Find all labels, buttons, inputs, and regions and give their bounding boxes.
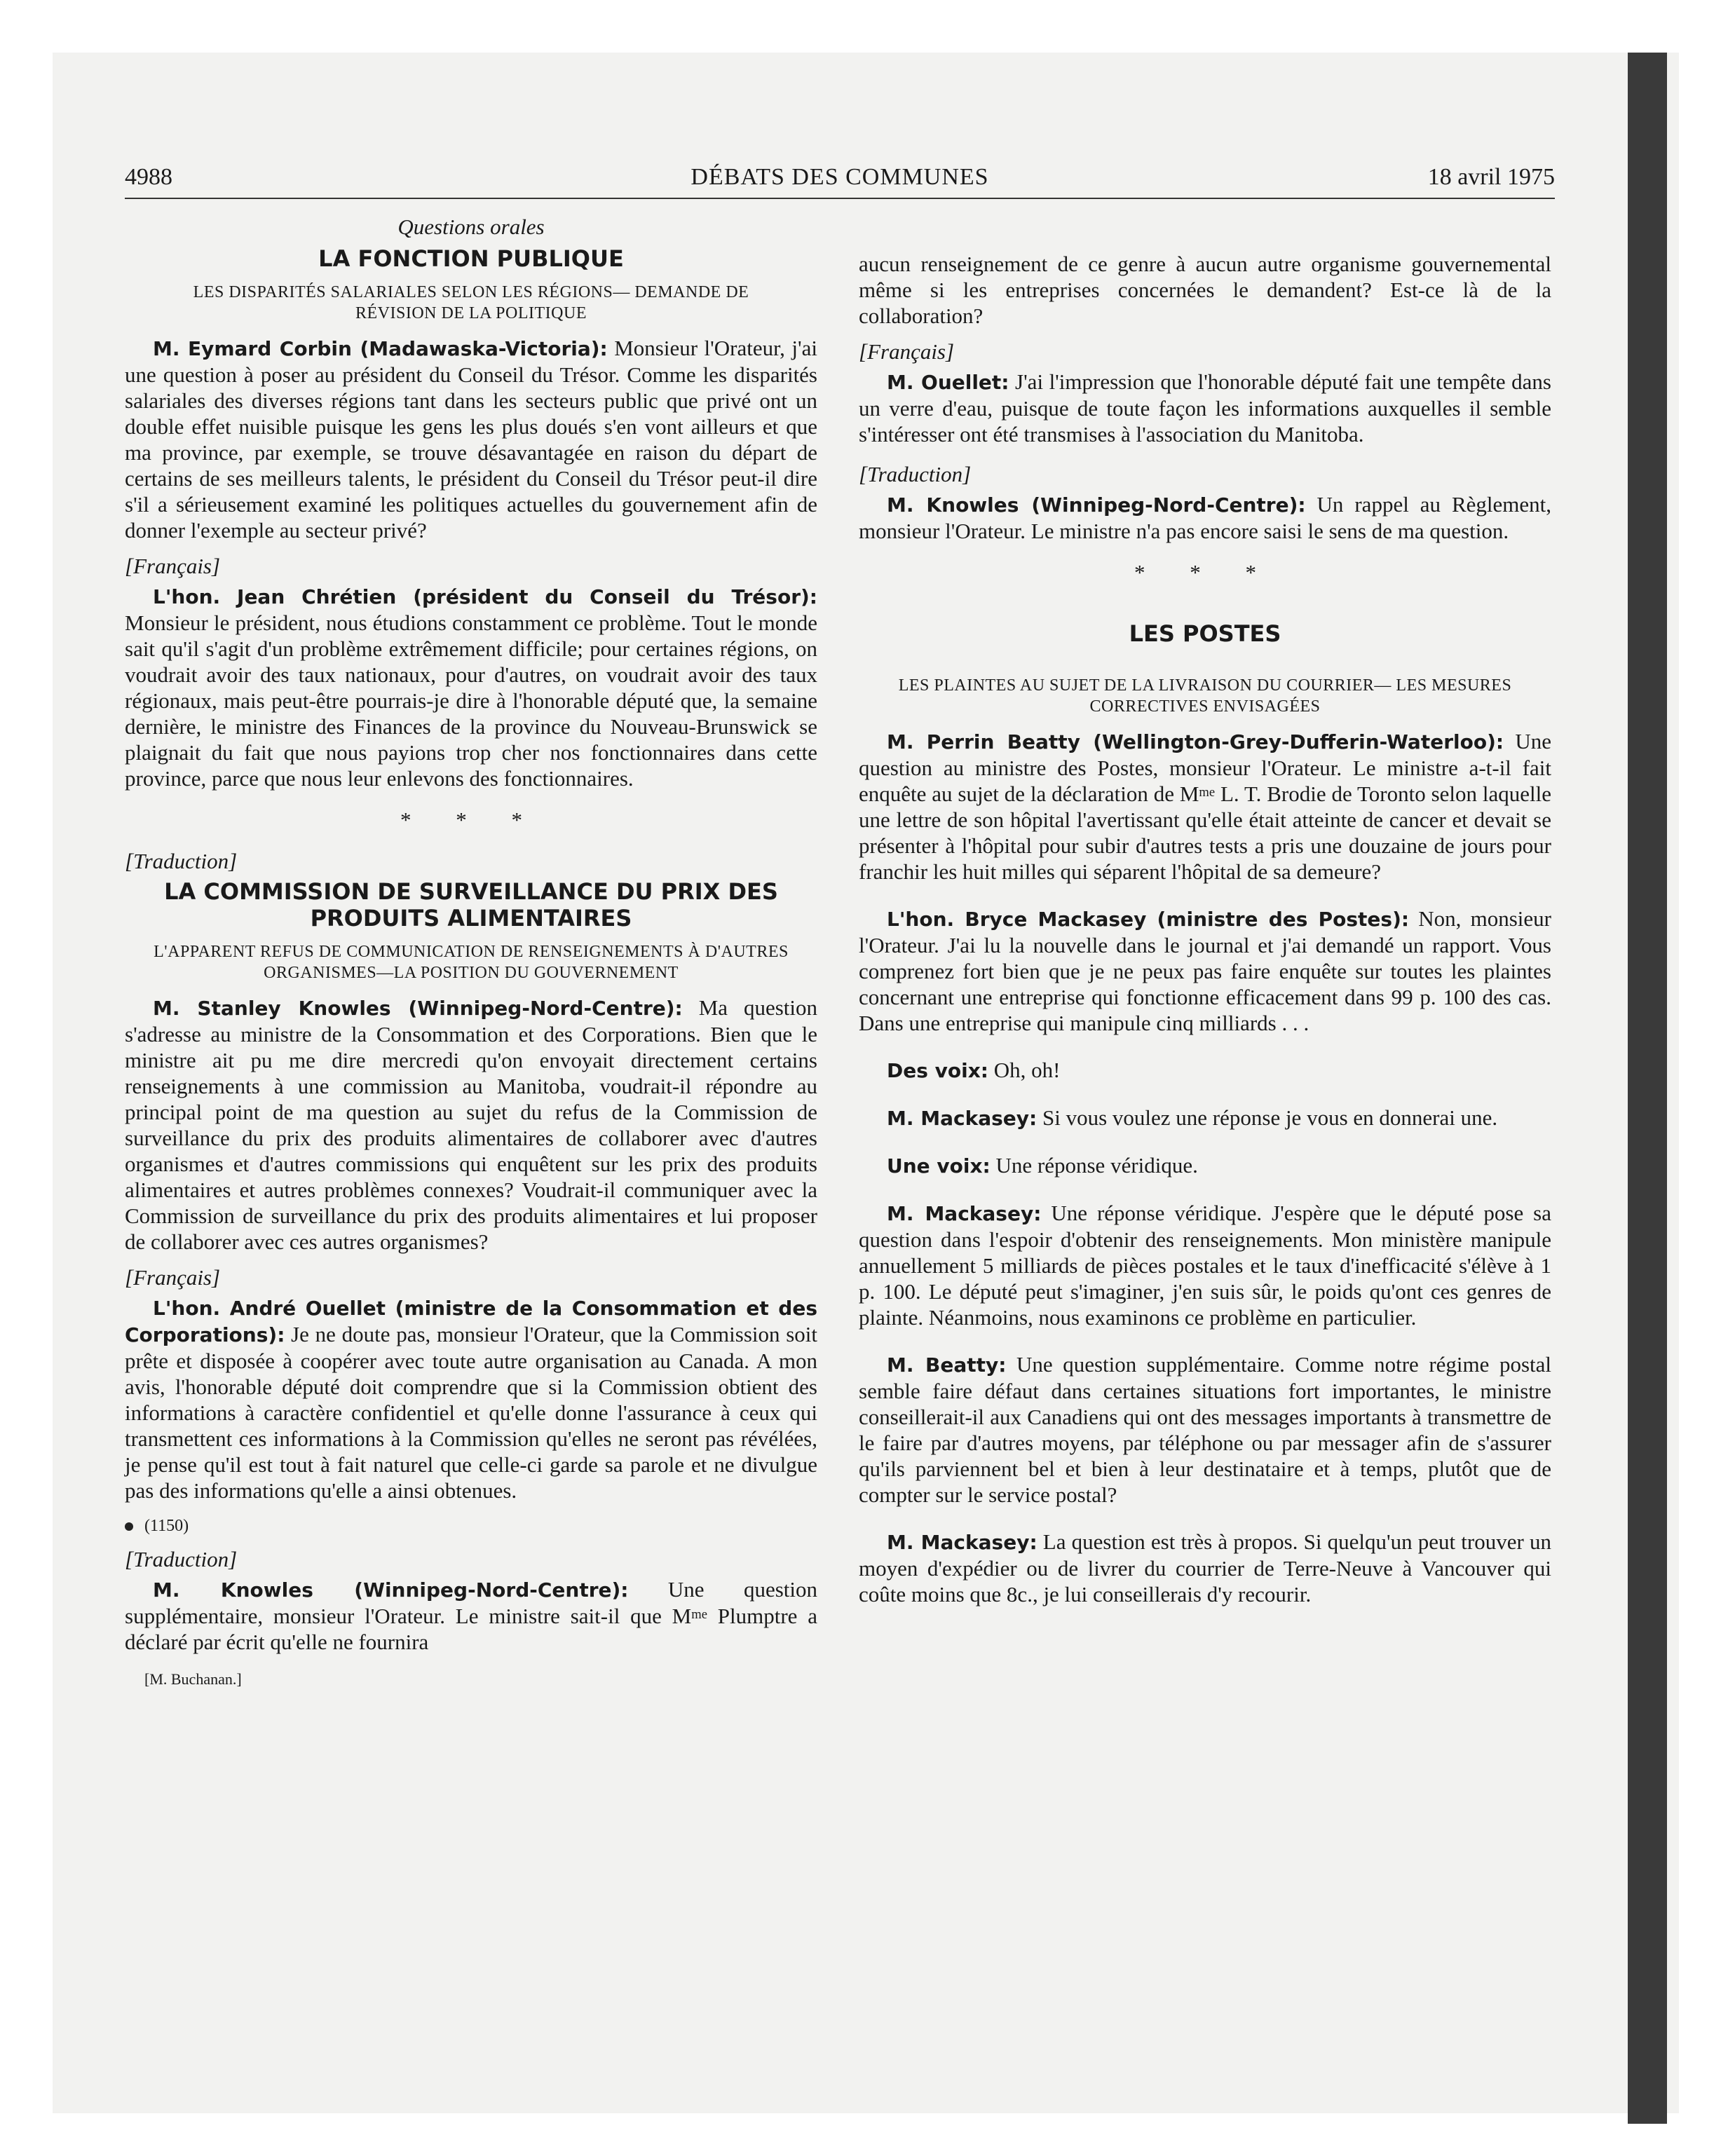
speaker-name: M. Knowles (Winnipeg-Nord-Centre): [887, 493, 1306, 517]
page-title: DÉBATS DES COMMUNES [690, 164, 989, 190]
language-marker: [Français] [125, 1265, 221, 1290]
speaker-name: M. Eymard Corbin (Madawaska-Victoria): [153, 337, 608, 360]
speech-text: Un rappel au Règlement, monsieur l'Orateur. Le ministre n'a pas encore saisi le sens de ma question. [859, 492, 1551, 543]
page-number: 4988 [125, 164, 172, 190]
speech-paragraph [859, 1152, 1551, 1179]
speaker-name: M. Stanley Knowles (Winnipeg-Nord-Centre): [153, 997, 683, 1020]
speech-text: Plumptre a déclaré par écrit qu'elle ne fournira [125, 1604, 817, 1654]
time-marker [125, 1513, 817, 1539]
speech-paragraph [859, 1057, 1551, 1084]
section-separator: * * * [1134, 560, 1276, 585]
speaker-name: M. Perrin Beatty (Wellington-Grey-Dufferin-Waterloo): [887, 730, 1504, 753]
section-heading: LA FONCTION PUBLIQUE [318, 245, 624, 272]
right-column [859, 251, 1551, 1607]
speech-paragraph [125, 583, 817, 791]
section-heading: LES POSTES [1129, 620, 1281, 647]
language-marker: [Français] [125, 554, 221, 578]
speaker-name: M. Mackasey: [887, 1202, 1042, 1225]
section-subheading: L'APPARENT REFUS DE COMMUNICATION DE RENSEIGNEMENTS À D'AUTRES ORGANISMES—LA POSITION DU GOUVERNEMENT [154, 943, 789, 982]
speech-text: Monsieur l'Orateur, j'ai une question à poser au président du Conseil du Trésor. Comme les disparités salariales des diverses régions tant dans les secteurs public que privé ont un double effet nuisible puisque les gens les plus doués s'en vont ailleurs et que ma province, par exemple, se trouve désavantagée en raison du départ de certains de ses meilleurs talents, le président du Conseil du Trésor peut-il dire s'il a sérieusement examiné les politiques actuelles du gouvernement afin de donner l'exemple au secteur privé? [125, 336, 817, 543]
speech-paragraph [859, 728, 1551, 885]
speaker-name: M. Ouellet: [887, 371, 1009, 394]
speech-paragraph [859, 1529, 1551, 1607]
language-marker: [Traduction] [125, 849, 238, 873]
footnote: [M. Buchanan.] [144, 1670, 242, 1688]
speaker-name: Une voix: [887, 1154, 991, 1178]
section-heading: LA COMMISSION DE SURVEILLANCE DU PRIX DES PRODUITS ALIMENTAIRES [164, 878, 778, 932]
language-marker: [Français] [859, 339, 955, 364]
speaker-name: Des voix: [887, 1059, 988, 1082]
speech-text: La question est très à propos. Si quelqu'un peut trouver un moyen d'expédier ou de livrer du courrier de Terre-Neuve à Vancouver qui coûte moins que 8c., je lui conseillerais d'y recourir. [859, 1529, 1551, 1606]
speaker-name: L'hon. Bryce Mackasey (ministre des Postes): [887, 908, 1410, 931]
scan-edge [1628, 53, 1667, 2124]
speech-text: Si vous voulez une réponse je vous en donnerai une. [1037, 1105, 1498, 1130]
speech-text: Non, monsieur l'Orateur. J'ai lu la nouvelle dans le journal et j'ai demandé un rapport. Vous comprenez fort bien que je ne peux pas faire enquête sur toutes les plaintes concernant une entreprise qui fonctionne efficacement dans 99 p. 100 des cas. Dans une entreprise qui manipule cinq milliards . . . [859, 906, 1551, 1035]
speech-paragraph [859, 1105, 1551, 1131]
speaker-name: M. Knowles (Winnipeg-Nord-Centre): [153, 1578, 629, 1602]
page-date: 18 avril 1975 [1427, 164, 1555, 190]
speech-text: Une question supplémentaire, monsieur l'Orateur. Le ministre sait-il que M [125, 1577, 817, 1628]
speech-text: Une question supplémentaire. Comme notre régime postal semble faire défaut dans certaines situations fort importantes, le ministre conseillerait-il aux Canadiens qui ont des messages importants à transmettre de le faire par d'autres moyens, par téléphone ou par messager afin de s'assurer qu'ils parviennent bel et bien à leur destinataire et à temps, plutôt que de compter sur le service postal? [859, 1352, 1551, 1507]
speaker-name: M. Mackasey: [887, 1531, 1037, 1554]
speech-text: L. T. Brodie de Toronto selon laquelle une lettre de son hôpital l'avertissant qu'elle était atteinte de cancer et devait se présenter à l'hôpital pour subir d'autres tests a pris une douzaine de jours pour franchir les huit milles qui séparent l'hôpital de sa demeure? [859, 782, 1552, 884]
speech-paragraph [859, 369, 1551, 447]
speaker-name: M. Beatty: [887, 1353, 1007, 1377]
speech-paragraph [125, 1576, 817, 1655]
speech-paragraph [859, 491, 1551, 544]
speech-text: Une question au ministre des Postes, monsieur l'Orateur. Le ministre a-t-il fait enquête au sujet de la déclaration de M [859, 729, 1551, 806]
speech-paragraph [125, 335, 817, 543]
speech-continuation: aucun renseignement de ce genre à aucun autre organisme gouvernemental même si les entreprises concernées le demandent? Est-ce là de la collaboration? [859, 252, 1551, 328]
speaker-name: M. Mackasey: [887, 1107, 1037, 1130]
speaker-name: L'hon. André Ouellet (ministre de la Consommation et des Corporations): [125, 1297, 817, 1346]
speech-text: Je ne doute pas, monsieur l'Orateur, que la Commission soit prête et disposée à coopérer avec toute autre organisation au Canada. A mon avis, l'honorable député doit comprendre que si la Commission obtient des informations à caractère confidentiel et qu'elle donne l'assurance à ceux qui transmettent ces informations à la Commission qu'elles ne seront pas révélées, je pense qu'il est tout à fait naturel que celle-ci garde sa parole et ne divulgue pas des informations qu'elle a ainsi obtenues. [125, 1322, 817, 1503]
page-header [125, 163, 1555, 199]
section-separator: * * * [400, 807, 542, 832]
superscript: me [691, 1607, 707, 1622]
speech-text: J'ai l'impression que l'honorable député fait une tempête dans un verre d'eau, puisque de toute façon les informations auxquelles il semble s'intéresser ont été transmises à l'association du Manitoba. [859, 369, 1551, 446]
speech-text: Une réponse véridique. [990, 1153, 1198, 1178]
left-column [125, 214, 817, 1692]
speech-paragraph [859, 1351, 1551, 1508]
speech-paragraph [859, 1200, 1551, 1330]
speech-text: Ma question s'adresse au ministre de la Consommation et des Corporations. Bien que le ministre ait pu me dire mercredi qu'on envoyait directement certains renseignements à une commission au Manitoba, voudrait-il répondre au principal point de ma question au sujet du refus de la Commission de surveillance du prix des produits alimentaires de collaborer avec d'autres organismes et d'autres commissions qui enquêtent sur les prix des produits alimentaires et autres problèmes connexes? Voudrait-il communiquer avec la Commission de surveillance du prix des produits alimentaires et lui proposer de collaborer avec ces autres organismes? [125, 995, 817, 1254]
section-label: Questions orales [397, 214, 545, 239]
speech-text: Oh, oh! [988, 1058, 1061, 1082]
language-marker: [Traduction] [125, 1547, 238, 1571]
speech-paragraph [859, 906, 1551, 1036]
section-subheading: LES PLAINTES AU SUJET DE LA LIVRAISON DU COURRIER— LES MESURES CORRECTIVES ENVISAGÉES [898, 676, 1512, 716]
speech-paragraph [125, 1295, 817, 1503]
bullet-icon [125, 1522, 133, 1531]
superscript: me [1199, 785, 1216, 800]
speaker-name: L'hon. Jean Chrétien (président du Conseil du Trésor): [153, 585, 817, 608]
section-subheading: LES DISPARITÉS SALARIALES SELON LES RÉGIONS— DEMANDE DE RÉVISION DE LA POLITIQUE [193, 283, 749, 322]
speech-text: Monsieur le président, nous étudions constamment ce problème. Tout le monde sait qu'il s'agit d'un problème extrêmement difficile; pour certaines régions, on voudrait avoir des taux nationaux, pour d'autres, on voudrait avoir des taux régionaux, mais peut-être pourrais-je dire à l'honorable député que, la semaine dernière, le ministre des Finances de la province du Nouveau-Brunswick se plaignait du fait que nous payions trop cher nos fonctionnaires dans cette province, parce que nous leur enlevons des fonctionnaires. [125, 610, 817, 791]
time-marker-text: (1150) [144, 1517, 189, 1535]
speech-paragraph [125, 995, 817, 1255]
speech-text: Une réponse véridique. J'espère que le député pose sa question dans l'espoir d'obtenir des renseignements. Mon ministère manipule annuellement 5 milliards de pièces postales et le taux d'inefficacité s'élève à 1 p. 100. Le député peut s'imaginer, j'en suis sûr, le poids qu'ont ces genres de plainte. Néanmoins, nous examinons ce problème en particulier. [859, 1201, 1551, 1330]
language-marker: [Traduction] [859, 462, 972, 486]
